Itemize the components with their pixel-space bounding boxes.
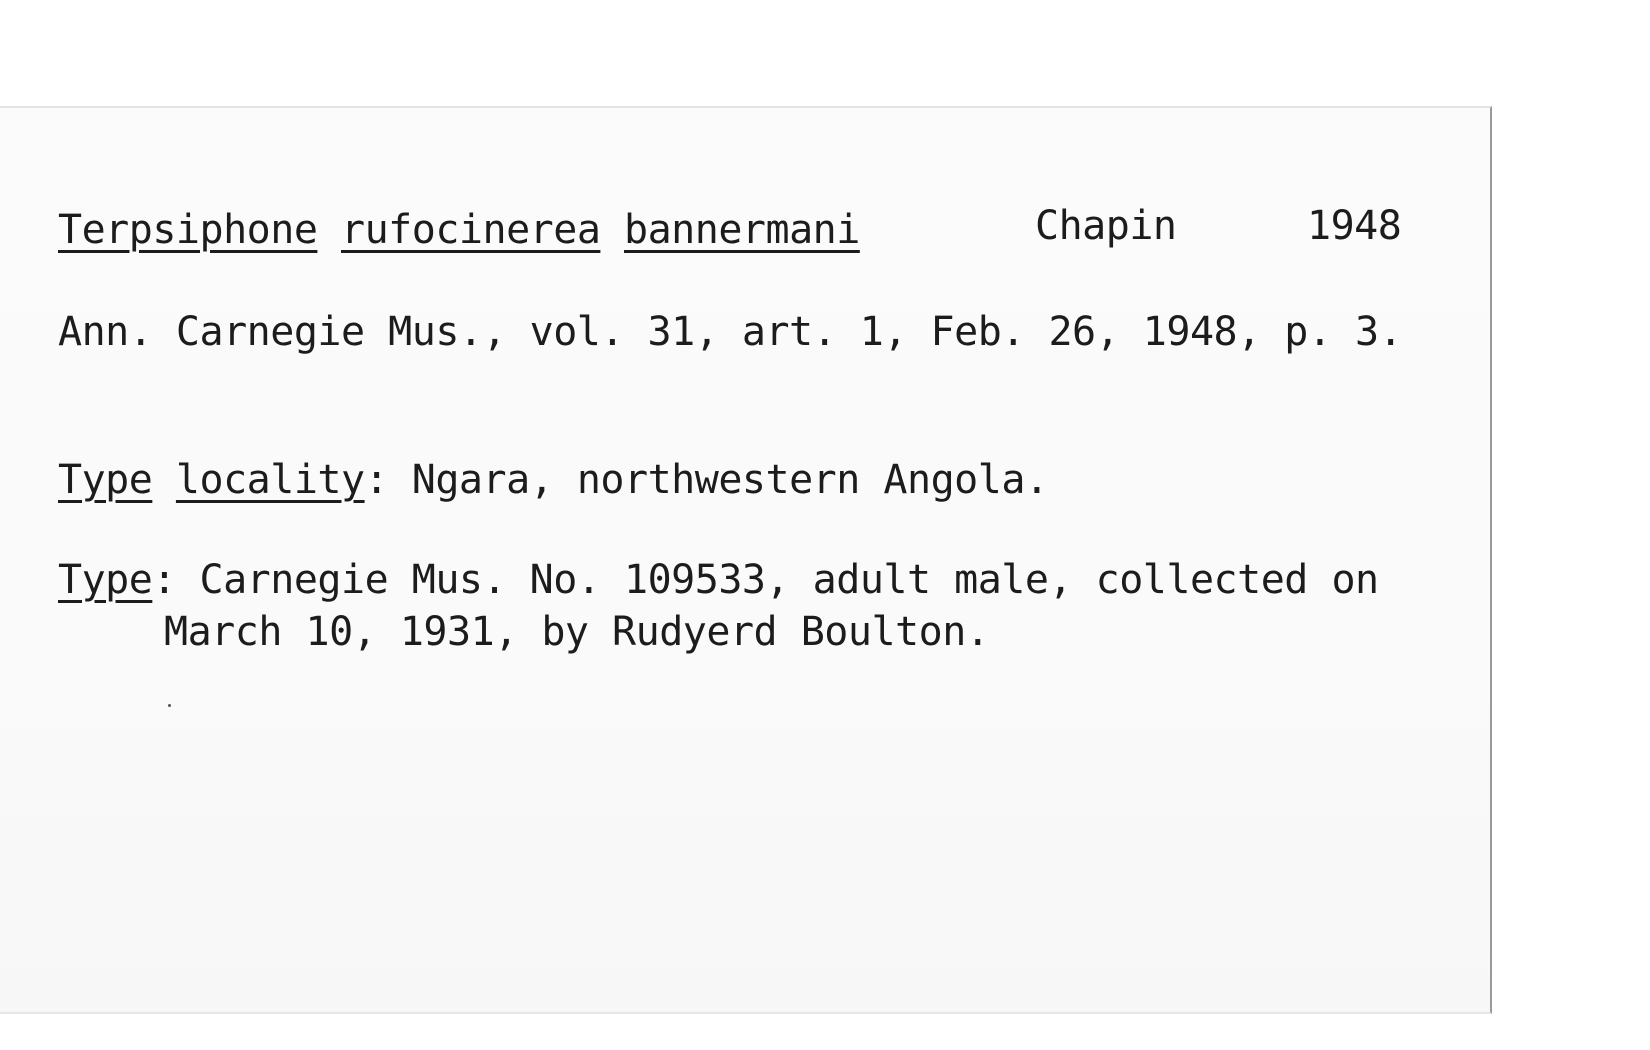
type-locality-colon: :: [364, 457, 389, 503]
type-colon: :: [152, 557, 176, 603]
ink-speck: [168, 704, 171, 707]
header-year: 1948: [1307, 203, 1402, 249]
subspecies-name: bannermani: [624, 207, 860, 253]
type-locality-line: [58, 456, 1048, 504]
type-locality-label-word1: Type: [58, 457, 153, 503]
type-locality-label-word2: locality: [175, 457, 365, 503]
type-line-1: [58, 556, 1379, 604]
header-line: [58, 206, 860, 254]
catalog-card: [0, 106, 1492, 1014]
species-name: rufocinerea: [341, 207, 601, 253]
genus-name: Terpsiphone: [58, 207, 318, 253]
author-name: Chapin: [1035, 203, 1177, 249]
type-description-line1: Carnegie Mus. No. 109533, adult male, collected on: [199, 557, 1379, 603]
type-description-line2: March 10, 1931, by Rudyerd Boulton.: [164, 609, 990, 655]
citation-line: Ann. Carnegie Mus., vol. 31, art. 1, Feb. 26, 1948, p. 3.: [58, 309, 1403, 355]
type-locality-value: Ngara, northwestern Angola.: [411, 457, 1049, 503]
type-label: Type: [58, 557, 153, 603]
